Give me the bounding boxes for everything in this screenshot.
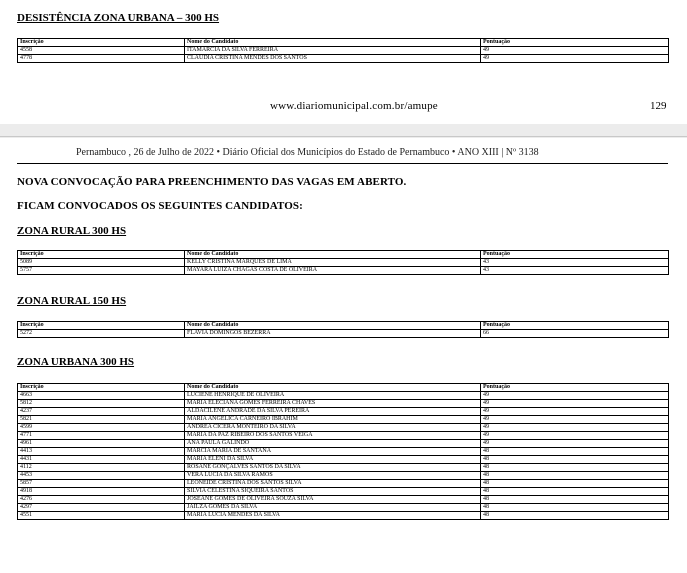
table-row — [18, 424, 669, 432]
candidate-name-cell: MAYARA LUIZA CHAGAS COSTA DE OLIVEIRA — [185, 267, 481, 275]
inscricao-cell: 4663 — [18, 392, 185, 400]
table-row — [18, 432, 669, 440]
candidate-name-cell: MARIA ELENI DA SILVA — [185, 456, 481, 464]
header-rule — [17, 163, 668, 164]
table-row — [18, 408, 669, 416]
candidate-name-cell: VERA LUCIA DA SILVA RAMOS — [185, 472, 481, 480]
table-row — [18, 464, 669, 472]
column-header: Pontuação — [481, 39, 669, 47]
inscricao-cell: 4276 — [18, 496, 185, 504]
inscricao-cell: 4431 — [18, 456, 185, 464]
table-row — [18, 416, 669, 424]
column-header: Nome do Candidato — [185, 384, 481, 392]
inscricao-cell: 4237 — [18, 408, 185, 416]
score-cell: 49 — [481, 432, 669, 440]
table-header-row — [18, 39, 669, 47]
score-cell: 49 — [481, 424, 669, 432]
inscricao-cell: 5857 — [18, 480, 185, 488]
section-title-desistencia: DESISTÊNCIA ZONA URBANA – 300 HS — [17, 12, 220, 24]
table-row — [18, 512, 669, 520]
inscricao-cell: 4453 — [18, 472, 185, 480]
score-cell: 48 — [481, 504, 669, 512]
score-cell: 48 — [481, 488, 669, 496]
candidate-name-cell: ALDACILENE ANDRADE DA SILVA PEREIRA — [185, 408, 481, 416]
table-header-row — [18, 251, 669, 259]
score-cell: 49 — [481, 400, 669, 408]
candidate-name-cell: MARIA ANGELICA CARNEIRO IBRAHIM — [185, 416, 481, 424]
table-row — [18, 504, 669, 512]
table-row — [18, 400, 669, 408]
score-cell: 66 — [481, 330, 669, 338]
candidate-name-cell: KELLY CRISTINA MARQUES DE LIMA — [185, 259, 481, 267]
page-separator-line — [0, 136, 687, 137]
inscricao-cell: 4599 — [18, 424, 185, 432]
candidate-name-cell: ITAMARCIA DA SILVA FERREIRA — [185, 47, 481, 55]
column-header: Nome do Candidato — [185, 251, 481, 259]
score-cell: 48 — [481, 464, 669, 472]
table-header-row — [18, 322, 669, 330]
inscricao-cell: 4961 — [18, 440, 185, 448]
column-header: Inscrição — [18, 322, 185, 330]
column-header: Inscrição — [18, 384, 185, 392]
urbana-300-table — [17, 383, 669, 520]
inscricao-cell: 4297 — [18, 504, 185, 512]
candidate-name-cell: JAILZA GOMES DA SILVA — [185, 504, 481, 512]
candidate-name-cell: MARCIA MARIA DE SANTANA — [185, 448, 481, 456]
inscricao-cell: 5812 — [18, 400, 185, 408]
column-header: Inscrição — [18, 39, 185, 47]
inscricao-cell: 4413 — [18, 448, 185, 456]
column-header: Pontuação — [481, 251, 669, 259]
candidate-name-cell: CLAUDIA CRISTINA MENDES DOS SANTOS — [185, 55, 481, 63]
score-cell: 49 — [481, 440, 669, 448]
inscricao-cell: 4771 — [18, 432, 185, 440]
table-row — [18, 440, 669, 448]
table-header-row — [18, 384, 669, 392]
inscricao-cell: 4551 — [18, 512, 185, 520]
inscricao-cell: 5272 — [18, 330, 185, 338]
score-cell: 43 — [481, 267, 669, 275]
rural-150-table — [17, 321, 669, 338]
rural-300-table — [17, 250, 669, 275]
score-cell: 48 — [481, 472, 669, 480]
column-header: Pontuação — [481, 322, 669, 330]
column-header: Inscrição — [18, 251, 185, 259]
table-row — [18, 47, 669, 55]
heading-ficam-convocados: FICAM CONVOCADOS OS SEGUINTES CANDIDATOS: — [17, 200, 303, 212]
table-row — [18, 392, 669, 400]
inscricao-cell: 4918 — [18, 488, 185, 496]
heading-nova-convocacao: NOVA CONVOCAÇÃO PARA PREENCHIMENTO DAS VAGAS EM ABERTO. — [17, 176, 407, 188]
score-cell: 49 — [481, 416, 669, 424]
desistencia-table — [17, 38, 669, 63]
inscricao-cell: 5821 — [18, 416, 185, 424]
table-row — [18, 330, 669, 338]
candidate-name-cell: MARIA LUCIA MENDES DA SILVA — [185, 512, 481, 520]
page-number: 129 — [650, 100, 667, 112]
candidate-name-cell: ROSANE GONÇALVES SANTOS DA SILVA — [185, 464, 481, 472]
score-cell: 48 — [481, 480, 669, 488]
column-header: Nome do Candidato — [185, 39, 481, 47]
table-row — [18, 55, 669, 63]
column-header: Pontuação — [481, 384, 669, 392]
score-cell: 49 — [481, 392, 669, 400]
inscricao-cell: 5089 — [18, 259, 185, 267]
page-header: Pernambuco , 26 de Julho de 2022 • Diário Oficial dos Municípios do Estado de Pernambuco • ANO XIII | Nº 3138 — [76, 147, 539, 158]
candidate-name-cell: LUCIENE HENRIQUE DE OLIVEIRA — [185, 392, 481, 400]
candidate-name-cell: MARIA ELECIANA GOMES FERREIRA CHAVES — [185, 400, 481, 408]
score-cell: 48 — [481, 448, 669, 456]
section-title-rural-150: ZONA RURAL 150 HS — [17, 295, 127, 307]
inscricao-cell: 4558 — [18, 47, 185, 55]
candidate-name-cell: ANDREA CICERA MONTEIRO DA SILVA — [185, 424, 481, 432]
candidate-name-cell: ANA PAULA GALINDO — [185, 440, 481, 448]
candidate-name-cell: MARIA DA PAZ RIBEIRO DOS SANTOS VEIGA — [185, 432, 481, 440]
inscricao-cell: 4778 — [18, 55, 185, 63]
footer-url: www.diariomunicipal.com.br/amupe — [270, 100, 438, 112]
score-cell: 43 — [481, 259, 669, 267]
candidate-name-cell: FLAVIA DOMINGOS BEZERRA — [185, 330, 481, 338]
score-cell: 49 — [481, 408, 669, 416]
table-row — [18, 267, 669, 275]
inscricao-cell: 5757 — [18, 267, 185, 275]
candidate-name-cell: SILVIA CELESTINA SIQUEIRA SANTOS — [185, 488, 481, 496]
inscricao-cell: 4112 — [18, 464, 185, 472]
section-title-urbana-300: ZONA URBANA 300 HS — [17, 356, 135, 368]
candidate-name-cell: LEONEIDE CRISTINA DOS SANTOS SILVA — [185, 480, 481, 488]
score-cell: 48 — [481, 456, 669, 464]
table-row — [18, 259, 669, 267]
table-row — [18, 472, 669, 480]
candidate-name-cell: JOSEANE GOMES DE OLIVEIRA SOUZA SILVA — [185, 496, 481, 504]
score-cell: 48 — [481, 512, 669, 520]
score-cell: 49 — [481, 47, 669, 55]
column-header: Nome do Candidato — [185, 322, 481, 330]
score-cell: 48 — [481, 496, 669, 504]
table-row — [18, 448, 669, 456]
table-row — [18, 488, 669, 496]
table-row — [18, 496, 669, 504]
section-title-rural-300: ZONA RURAL 300 HS — [17, 225, 127, 237]
score-cell: 49 — [481, 55, 669, 63]
table-row — [18, 480, 669, 488]
table-row — [18, 456, 669, 464]
